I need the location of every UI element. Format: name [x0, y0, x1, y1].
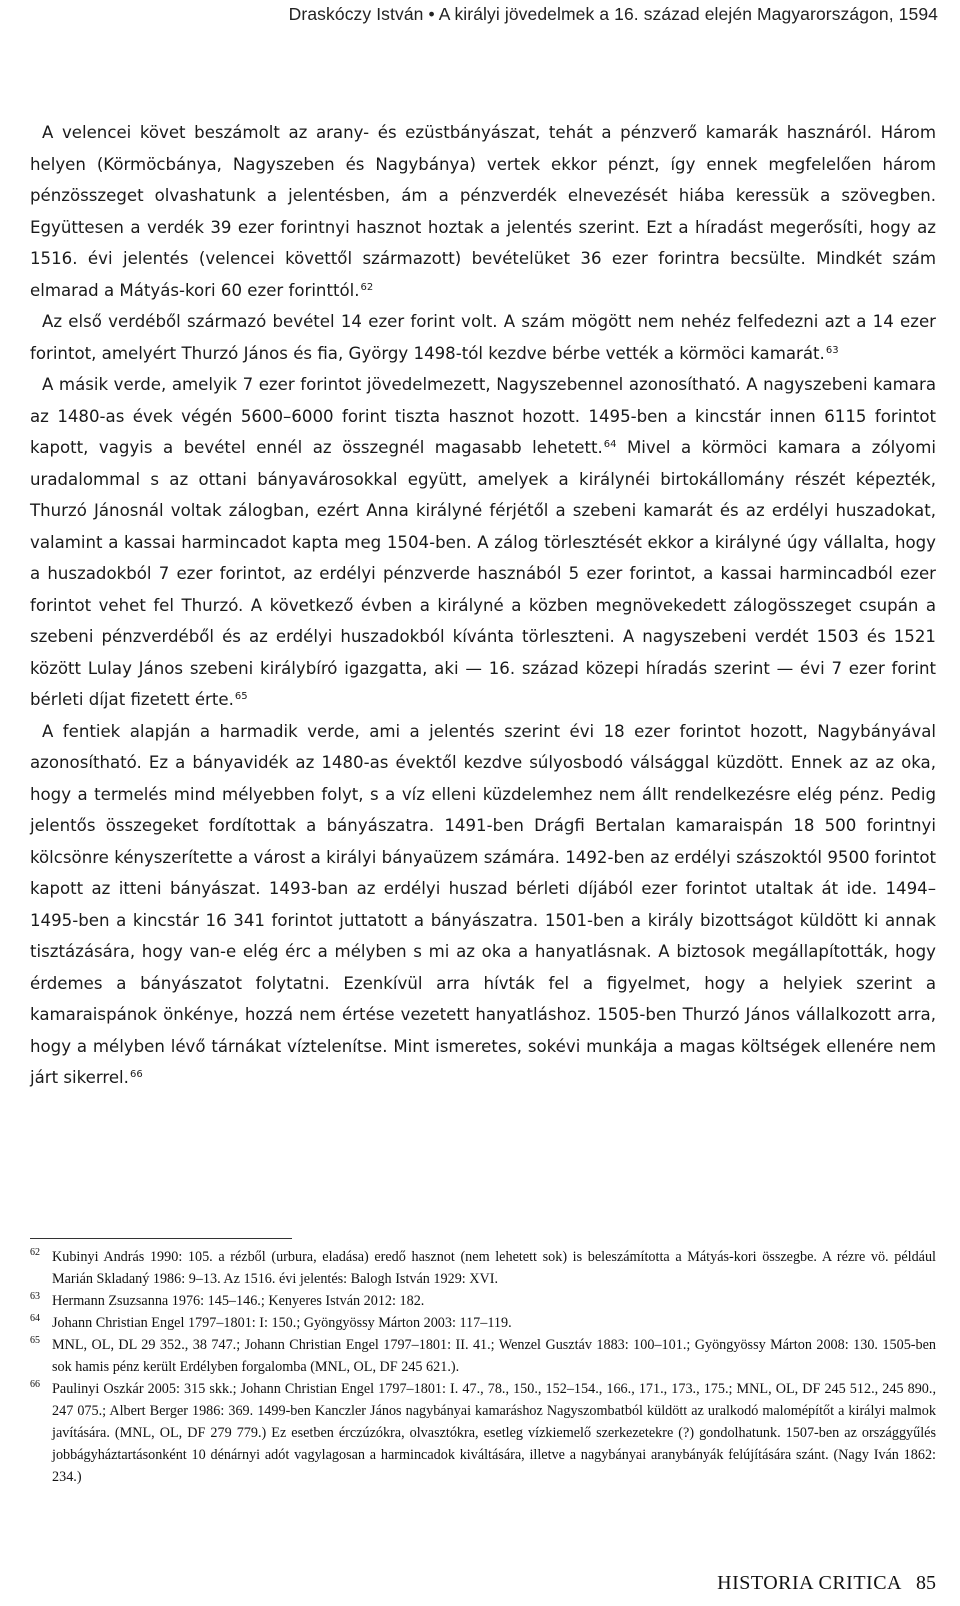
- footnote-63: 63 Hermann Zsuzsanna 1976: 145–146.; Kenyeres István 2012: 182.: [30, 1291, 425, 1309]
- paragraph-2: Az első verdéből származó bevétel 14 ezer forint volt. A szám mögött nem nehéz felfedezni azt a 14 ezer forintot, amelyért Thurzó János és fia, György 1498-tól kezdve bérbe vették a körmöci kamarát.$^{63}$: [30, 312, 936, 363]
- running-header: Draskóczy István • A királyi jövedelmek a 16. század elején Magyarországon, 1594: [288, 4, 938, 24]
- body-text: [30, 117, 936, 1094]
- footnote-ref-65[interactable]: 65: [234, 691, 248, 702]
- footnotes: [30, 1246, 936, 1488]
- magazine-name: HISTORIA CRITICA: [717, 1572, 902, 1594]
- footnote-divider: [30, 1238, 292, 1239]
- footnote-65: 65 MNL, OL, DL 29 352., 38 747.; Johann Christian Engel 1797–1801: II. 41.; Wenzel Gusztáv 1883: 100–101.; Gyöngyössy Márton 2008: 130. 1505-ben sok hamis pénz került Erdélyben forgalomba (MNL, OL, DF 245 621.).: [30, 1335, 936, 1375]
- page-footer: [717, 1572, 936, 1595]
- footnote-62: 62 Kubinyi András 1990: 105. a rézből (urbura, eladása) eredő hasznot (nem lehetett sok) is beleszámította a Mátyás-kori összegbe. A rézre vö. például Marián Skladaný 1986: 9–13. Az 1516. évi jelentés: Balogh István 1929: XVI.: [30, 1247, 936, 1287]
- paragraph-4: A fentiek alapján a harmadik verde, ami a jelentés szerint évi 18 ezer forintot hozott, Nagybányával azonosítható. Ez a bányavidék az 1480-as évektől kezdve súlyosbodó válsággal küzdött. Ennek az az oka, hogy a termelés mind mélyebben folyt, s a víz elleni küzdelemhez nem állt rendelkezésre elég pénz. Pedig jelentős összegeket fordítottak a bányászatra. 1491-ben Drágfi Bertalan kamaraispán 18 500 forintnyi kölcsönre kényszerítette a várost a királyi bányaüzem számára. 1492-ben az erdélyi szászoktól 9500 forintot kapott az itteni bányászat. 1493-ban az erdélyi huszad bérleti díjából ezer forintot utaltak át ide. 1494–1495-ben a kincstár 16 341 forintot juttatott a bányászatra. 1501-ben a király bizottságot küldött ki annak tisztázására, hogy van-e elég érc a mélyben s mi az oka a hanyatlásnak. A biztosok megállapították, hogy érdemes a bányászatot folytatni. Ezenkívül arra hívták fel a figyelmet, hogy a helyiek szerint a kamaraispánok önkénye, hozzá nem értése vezetett hanyatláshoz. 1505-ben Thurzó János vállalkozott arra, hogy a mélyben lévő tárnákat víztelenítse. Mint ismeretes, sokévi munkája a magas költségek ellenére nem járt sikerrel.$^{66}$: [30, 721, 936, 1087]
- footnote-ref-63[interactable]: 63: [825, 344, 839, 356]
- paragraph-3: A másik verde, amelyik 7 ezer forintot jövedelmezett, Nagyszebennel azonosítható. A nagyszebeni kamara az 1480-as évek végén 5600–6000 forint tiszta hasznot hozott. 1495-ben a kincstár innen 6115 forintot kapott, vagyis a bevétel ennél az összegnél magasabb lehetett.$^{64}$ Mivel a körmöci kamara a zólyomi uradalommal s az ottani bányavárosokkal együtt, amelyek a királynéi birtokállomány részét képezték, Thurzó Jánosnál voltak zálogban, ezért Anna királyné férjétől a szebeni kamarát és az erdélyi huszadokat, valamint a kassai harmincadot kapta meg 1504-ben. A zálog törlesztését ekkor a királyné úgy vállalta, hogy a huszadokból 7 ezer forintot, az erdélyi pénzverde hasznából 5 ezer forintot, a kassai harmincadból ezer forintot vehet fel Thurzó. A következő évben a királyné a közben megnövekedett zálogösszeget csupán a szebeni pénzverdéből és az erdélyi huszadokból kívánta törleszteni. A nagyszebeni verdét 1503 és 1521 között Lulay János szebeni királybíró igazgatta, aki — 16. század közepi híradás szerint — évi 7 ezer forint bérleti díjat fizetett érte.$^{65}$: [30, 375, 936, 709]
- footnote-64: 64 Johann Christian Engel 1797–1801: I: 150.; Gyöngyössy Márton 2003: 117–119.: [30, 1313, 512, 1331]
- paragraph-1: A velencei követ beszámolt az arany- és ezüstbányászat, tehát a pénzverő kamarák hasznáról. Három helyen (Körmöcbánya, Nagyszeben és Nagybánya) vertek ekkor pénzt, így ennek megfelelően három pénzösszeget olvashatunk a jelentésben, ám a pénzverdék elnevezését hiába keressük a szövegben. Együttesen a verdék 39 ezer forintnyi hasznot hoztak a jelentés szerint. Ezt a híradást megerősíti, hogy az 1516. évi jelentés (velencei követtől származott) bevételüket 36 ezer forintra becsülte. Mindkét szám elmarad a Mátyás-kori 60 ezer forinttól.$^{62}$: [30, 123, 936, 300]
- footnote-66: 66 Paulinyi Oszkár 2005: 315 skk.; Johann Christian Engel 1797–1801: I. 47., 78., 150., 152–154., 166., 171., 173., 175.; MNL, OL, DF 245 512., 245 890., 247 075.; Albert Berger 1986: 369. 1499-ben Kanczler János nagybányai kamaráshoz Nagyszombatból küldött az uralkodó malomépítőt a királyi malmok javítására. (MNL, OL, DF 279 779.) Ez esetben érczúzókra, olvasztókra, esetleg vízkiemelő szerkezetekre (?) gondolhatunk. 1507-ben az országgyűlés jobbágyháztartásonként 10 dénárnyi adót vagylagosan a harmincadok kiváltására, illetve a nagybányai aranybányák felújítására szánt. (Nagy Iván 1862: 234.): [30, 1379, 936, 1485]
- footnote-ref-64[interactable]: 64: [603, 439, 617, 450]
- footnote-ref-62[interactable]: 62: [360, 281, 374, 293]
- footnote-ref-66[interactable]: 66: [129, 1069, 143, 1080]
- page-number: 85: [916, 1572, 936, 1594]
